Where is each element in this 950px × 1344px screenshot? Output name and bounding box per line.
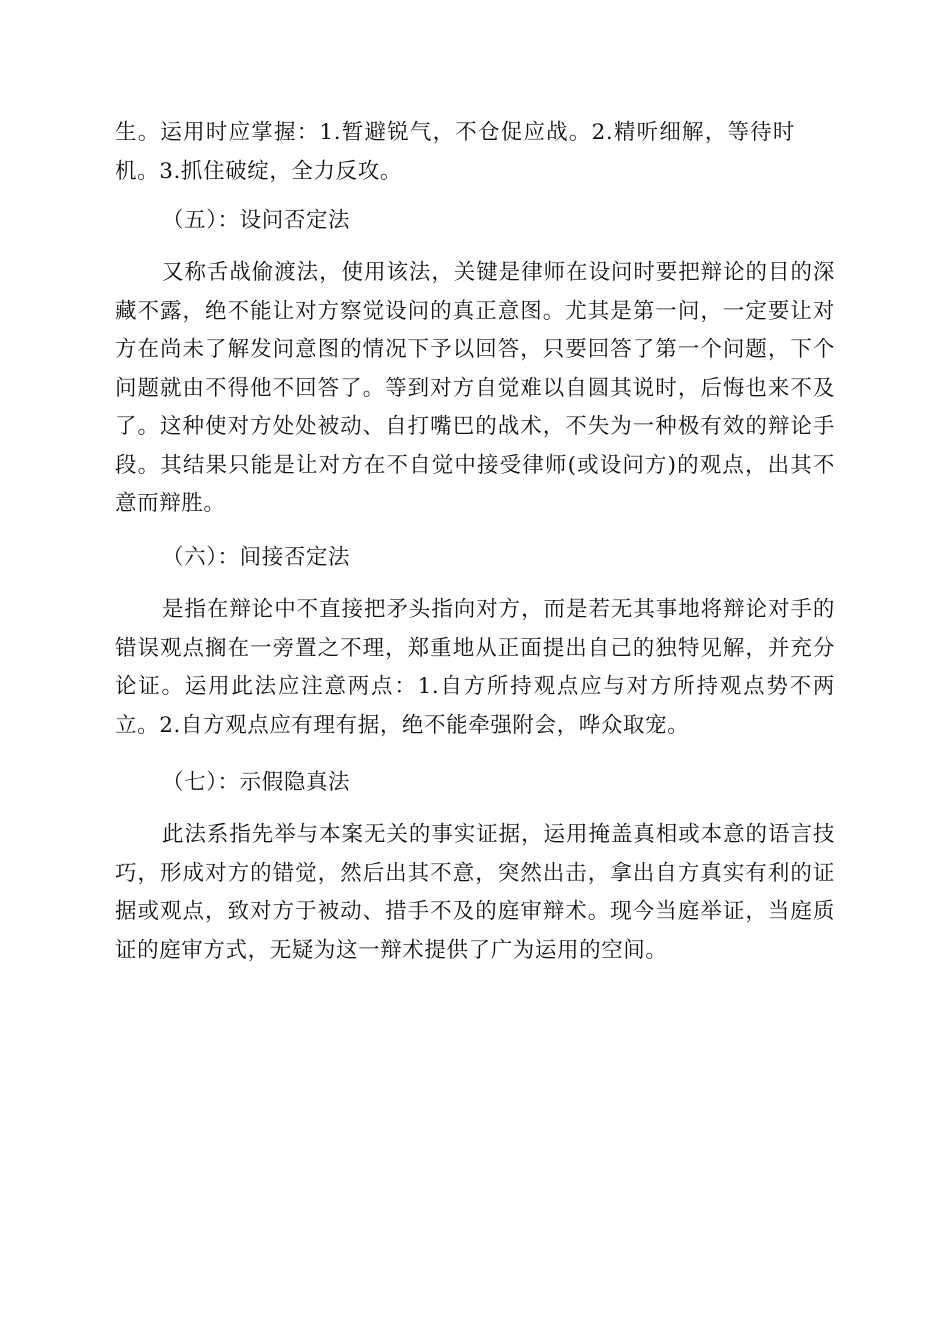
section-heading-5: （五）：设问否定法 [162,208,351,233]
paragraph-section-7: 此法系指先举与本案无关的事实证据，运用掩盖真相或本意的语言技巧，形成对方的错觉，然后出其不意，突然出击，拿出自方真实有利的证据或观点，致对方于被动、措手不及的庭审辩术。现今当庭举证，当庭质证的庭审方式，无疑为这一辩术提供了广为运用的空间。 [115,822,835,963]
section-heading-7: （七）：示假隐真法 [162,770,351,795]
paragraph-section-5: 又称舌战偷渡法，使用该法，关键是律师在设问时要把辩论的目的深藏不露，绝不能让对方察觉设问的真正意图。尤其是第一问，一定要让对方在尚未了解发问意图的情况下予以回答，只要回答了第一个问题，下个问题就由不得他不回答了。等到对方自觉难以自圆其说时，后悔也来不及了。这种使对方处处被动、自打嘴巴的战术，不失为一种极有效的辩论手段。其结果只能是让对方在不自觉中接受律师(或设问方)的观点，出其不意而辩胜。 [115,260,835,516]
paragraph-continuation: 生。运用时应掌握：1.暂避锐气，不仓促应战。2.精听细解，等待时机。3.抓住破绽，全力反攻。 [115,120,795,184]
paragraph-section-6: 是指在辩论中不直接把矛头指向对方，而是若无其事地将辩论对手的错误观点搁在一旁置之不理，郑重地从正面提出自己的独特见解，并充分论证。运用此法应注意两点：1.自方所持观点应与对方所持观点势不两立。2.自方观点应有理有据，绝不能牵强附会，哗众取宠。 [115,597,835,738]
section-heading-6: （六）：间接否定法 [162,545,351,570]
